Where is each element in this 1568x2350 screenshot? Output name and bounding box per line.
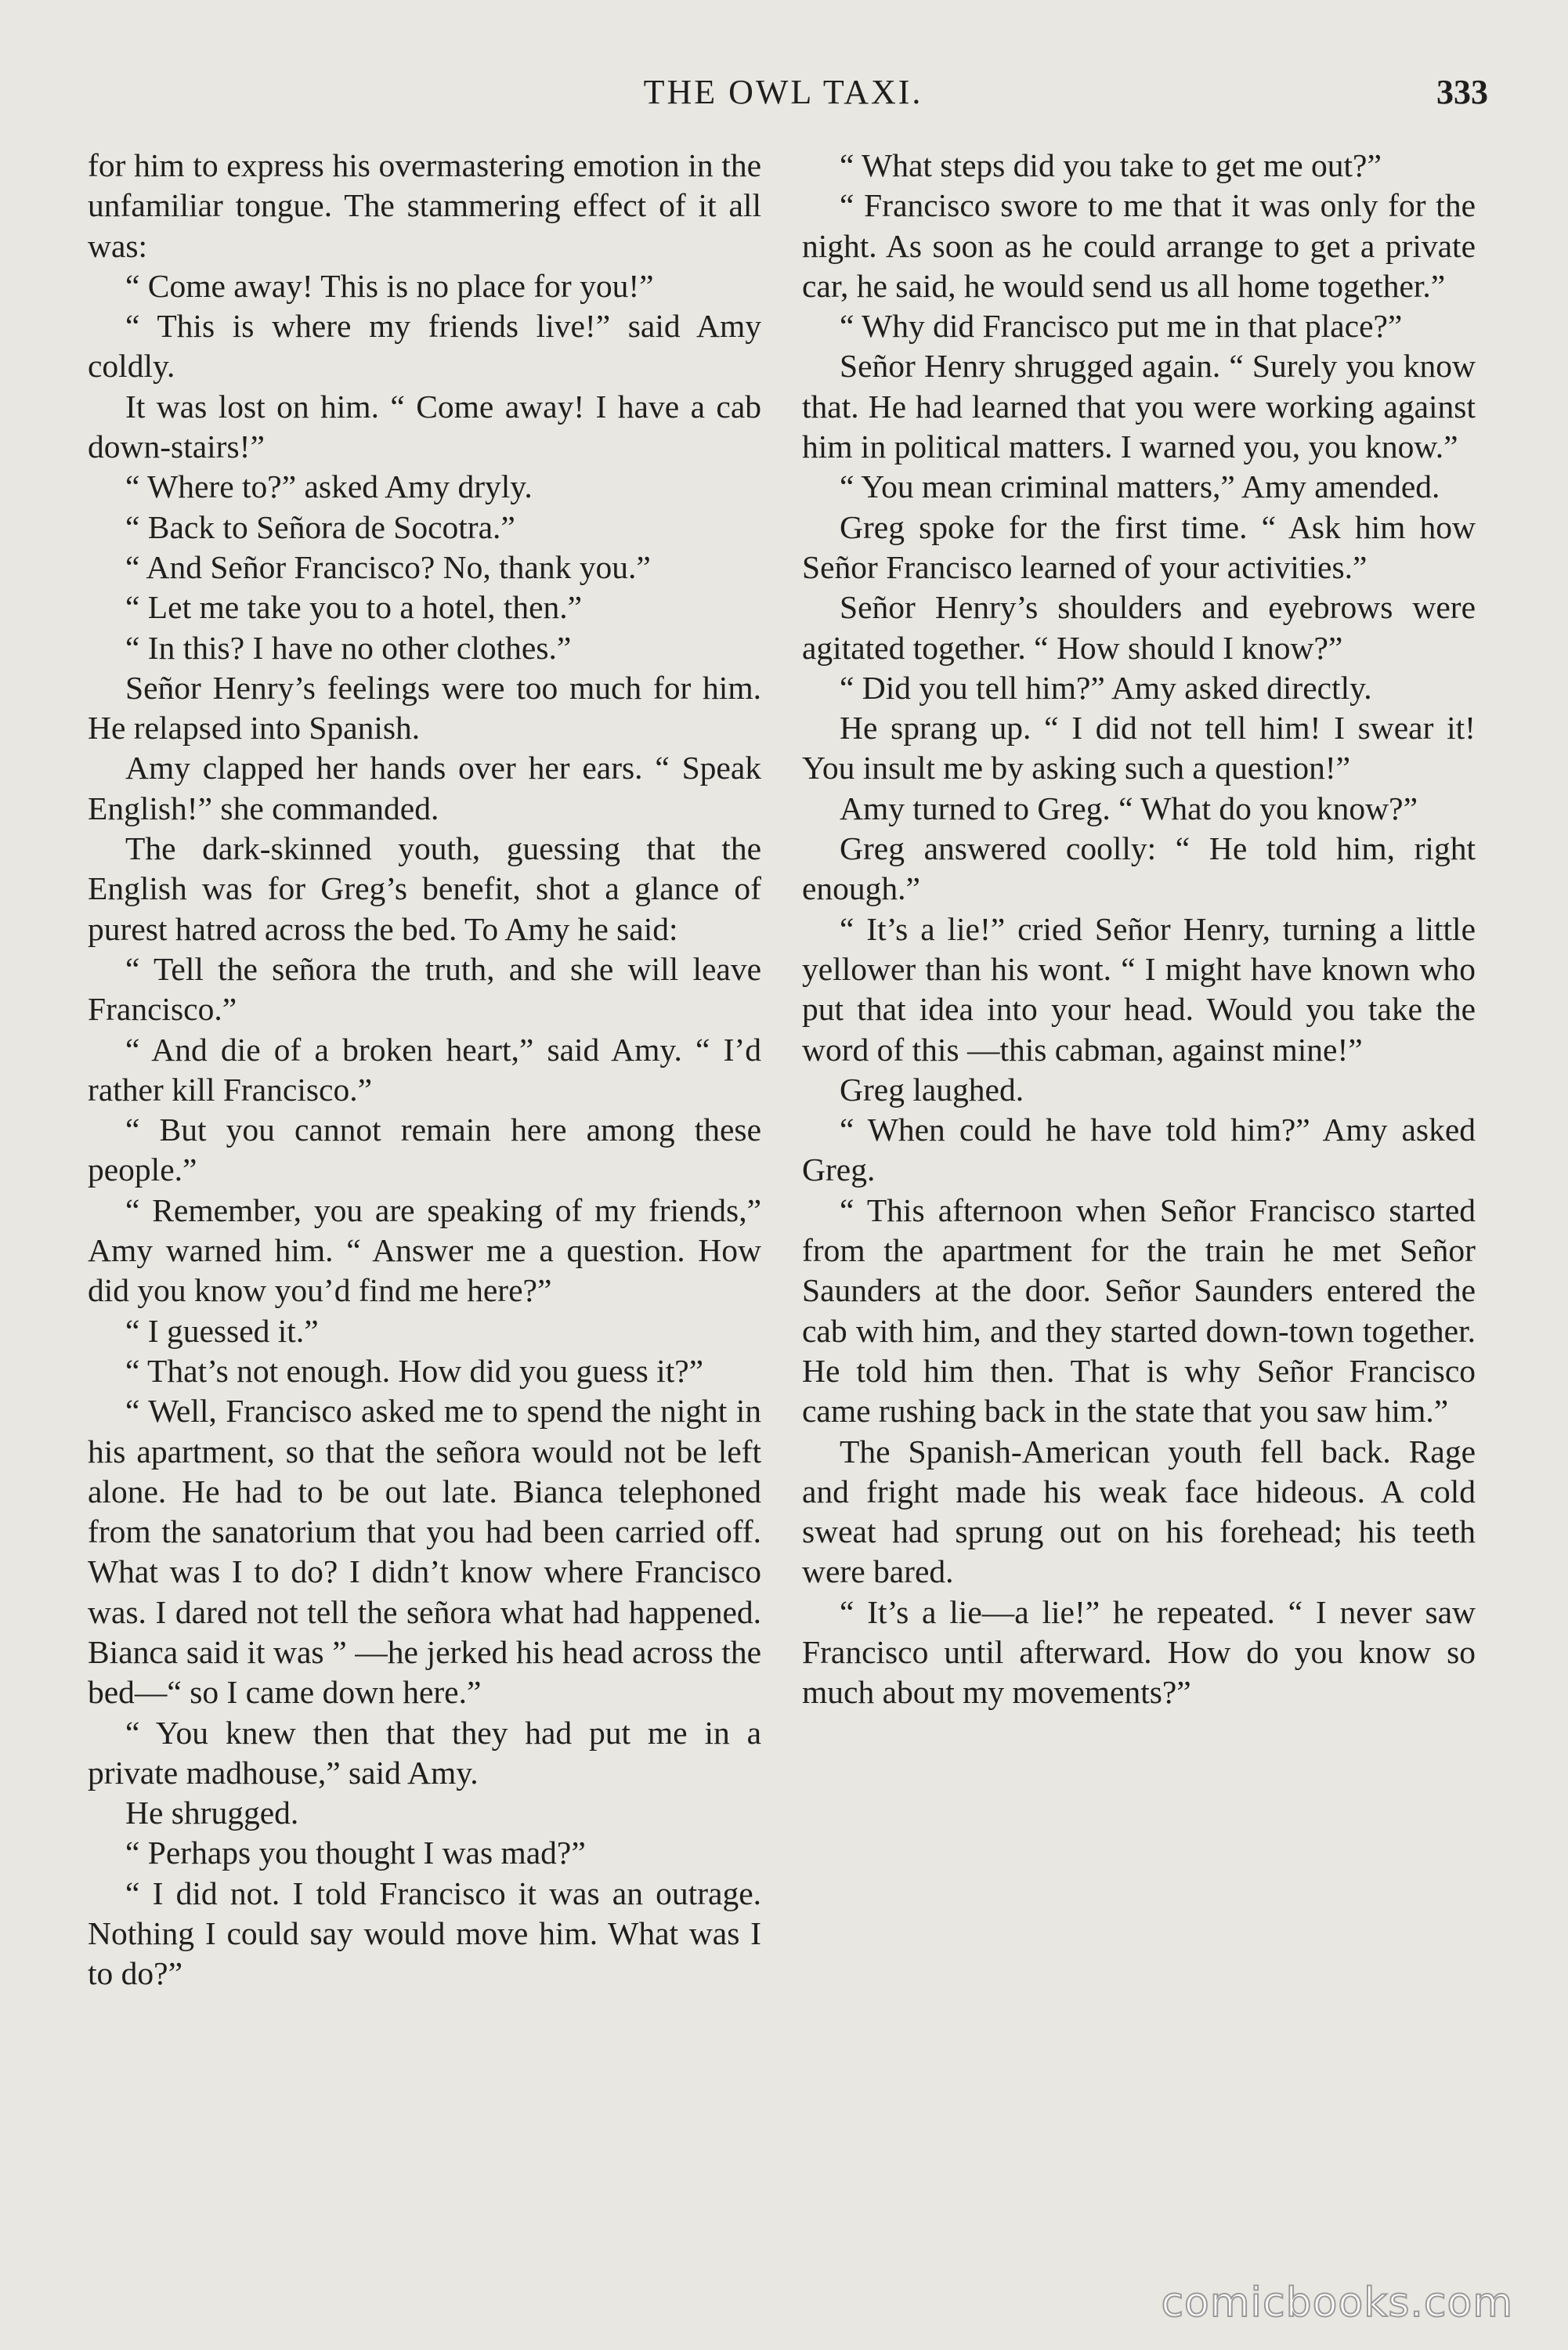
paragraph: “ Remember, you are speaking of my friends,” Amy warned him. “ Answer me a question. How did you know you’d find me here?”: [88, 1191, 761, 1309]
paragraph: “ Back to Señora de Socotra.”: [125, 508, 515, 545]
paragraph: He shrugged.: [125, 1795, 299, 1831]
paragraph: The dark-skinned youth, guessing that the English was for Greg’s benefit, shot a glance of purest hatred across the bed. To Amy he said:: [88, 830, 761, 947]
paragraph: “ Come away! This is no place for you!”: [125, 267, 654, 304]
paragraph: “ That’s not enough. How did you guess it?”: [125, 1352, 704, 1389]
paragraph: “ Francisco swore to me that it was only for the night. As soon as he could arrange to get a private car, he said, he would send us all home together.”: [802, 187, 1476, 304]
paragraph: Greg laughed.: [840, 1071, 1024, 1108]
paragraph: “ In this? I have no other clothes.”: [125, 629, 572, 666]
paragraph: for him to express his overmastering emotion in the unfamiliar tongue. The stammering effect of it all was:: [88, 147, 761, 264]
paragraph: Greg answered coolly: “ He told him, right enough.”: [802, 830, 1476, 907]
paragraph: “ You knew then that they had put me in a private madhouse,” said Amy.: [88, 1714, 761, 1791]
paragraph: “ But you cannot remain here among these people.”: [88, 1112, 761, 1188]
paragraph: “ Perhaps you thought I was mad?”: [125, 1835, 586, 1871]
paragraph: “ You mean criminal matters,” Amy amended.: [840, 468, 1440, 505]
paragraph: “ When could he have told him?” Amy asked Greg.: [802, 1112, 1476, 1188]
paragraph: Señor Henry shrugged again. “ Surely you know that. He had learned that you were working against him in political matters. I warned you, you know.”: [802, 348, 1476, 465]
paragraph: “ It’s a lie—a lie!” he repeated. “ I never saw Francisco until afterward. How do you know so much about my movements?”: [802, 1593, 1476, 1711]
right-column: [802, 146, 1476, 1713]
paragraph: “ This afternoon when Señor Francisco started from the apartment for the train he met Señor Saunders at the door. Señor Saunders entered the cab with him, and they started down-town together. He told him then. That is why Señor Francisco came rushing back in the state that you saw him.”: [802, 1191, 1476, 1430]
page-header: [78, 69, 1488, 116]
running-title: THE OWL TAXI.: [643, 73, 923, 111]
paragraph: “ Why did Francisco put me in that place?”: [840, 308, 1403, 345]
paragraph: “ What steps did you take to get me out?”: [840, 147, 1382, 183]
paragraph: “ Let me take you to a hotel, then.”: [125, 589, 583, 626]
paragraph: “ I guessed it.”: [125, 1312, 319, 1349]
watermark-logo: comicbooks.com: [1161, 2280, 1513, 2326]
paragraph: Amy clapped her hands over her ears. “ Speak English!” she commanded.: [88, 750, 761, 826]
paragraph: “ Tell the señora the truth, and she will leave Francisco.”: [88, 950, 761, 1028]
page-number: 333: [1436, 73, 1488, 111]
paragraph: “ Did you tell him?” Amy asked directly.: [840, 669, 1372, 706]
paragraph: “ Where to?” asked Amy dryly.: [125, 468, 533, 505]
paragraph: He sprang up. “ I did not tell him! I swear it! You insult me by asking such a question!”: [802, 710, 1476, 786]
paragraph: Señor Henry’s shoulders and eyebrows were agitated together. “ How should I know?”: [802, 589, 1476, 666]
paragraph: It was lost on him. “ Come away! I have a cab down-stairs!”: [88, 388, 761, 465]
paragraph: “ This is where my friends live!” said Amy coldly.: [88, 308, 761, 385]
paragraph: “ And Señor Francisco? No, thank you.”: [125, 548, 651, 585]
paragraph: Amy turned to Greg. “ What do you know?”: [840, 790, 1418, 826]
paragraph: Greg spoke for the first time. “ Ask him how Señor Francisco learned of your activities.”: [802, 508, 1476, 585]
paragraph: “ And die of a broken heart,” said Amy. “ I’d rather kill Francisco.”: [88, 1031, 761, 1108]
paragraph: “ Well, Francisco asked me to spend the night in his apartment, so that the señora would not be left alone. He had to be out late. Bianca telephoned from the sanatorium that you had been carried off. What was I to do? I didn’t know where Francisco was. I dared not tell the señora what had happened. Bianca said it was ” —he jerked his head across the bed—“ so I came down here.”: [88, 1393, 761, 1711]
paragraph: The Spanish-American youth fell back. Rage and fright made his weak face hideous. A cold sweat had sprung out on his forehead; his teeth were bared.: [802, 1433, 1476, 1590]
paragraph: “ It’s a lie!” cried Señor Henry, turning a little yellower than his wont. “ I might have known who put that idea into your head. Would you take the word of this —this cabman, against mine!”: [802, 910, 1476, 1068]
left-column: [88, 146, 761, 1994]
paragraph: “ I did not. I told Francisco it was an outrage. Nothing I could say would move him. What was I to do?”: [88, 1875, 761, 1992]
paragraph: Señor Henry’s feelings were too much for him. He relapsed into Spanish.: [88, 669, 761, 747]
